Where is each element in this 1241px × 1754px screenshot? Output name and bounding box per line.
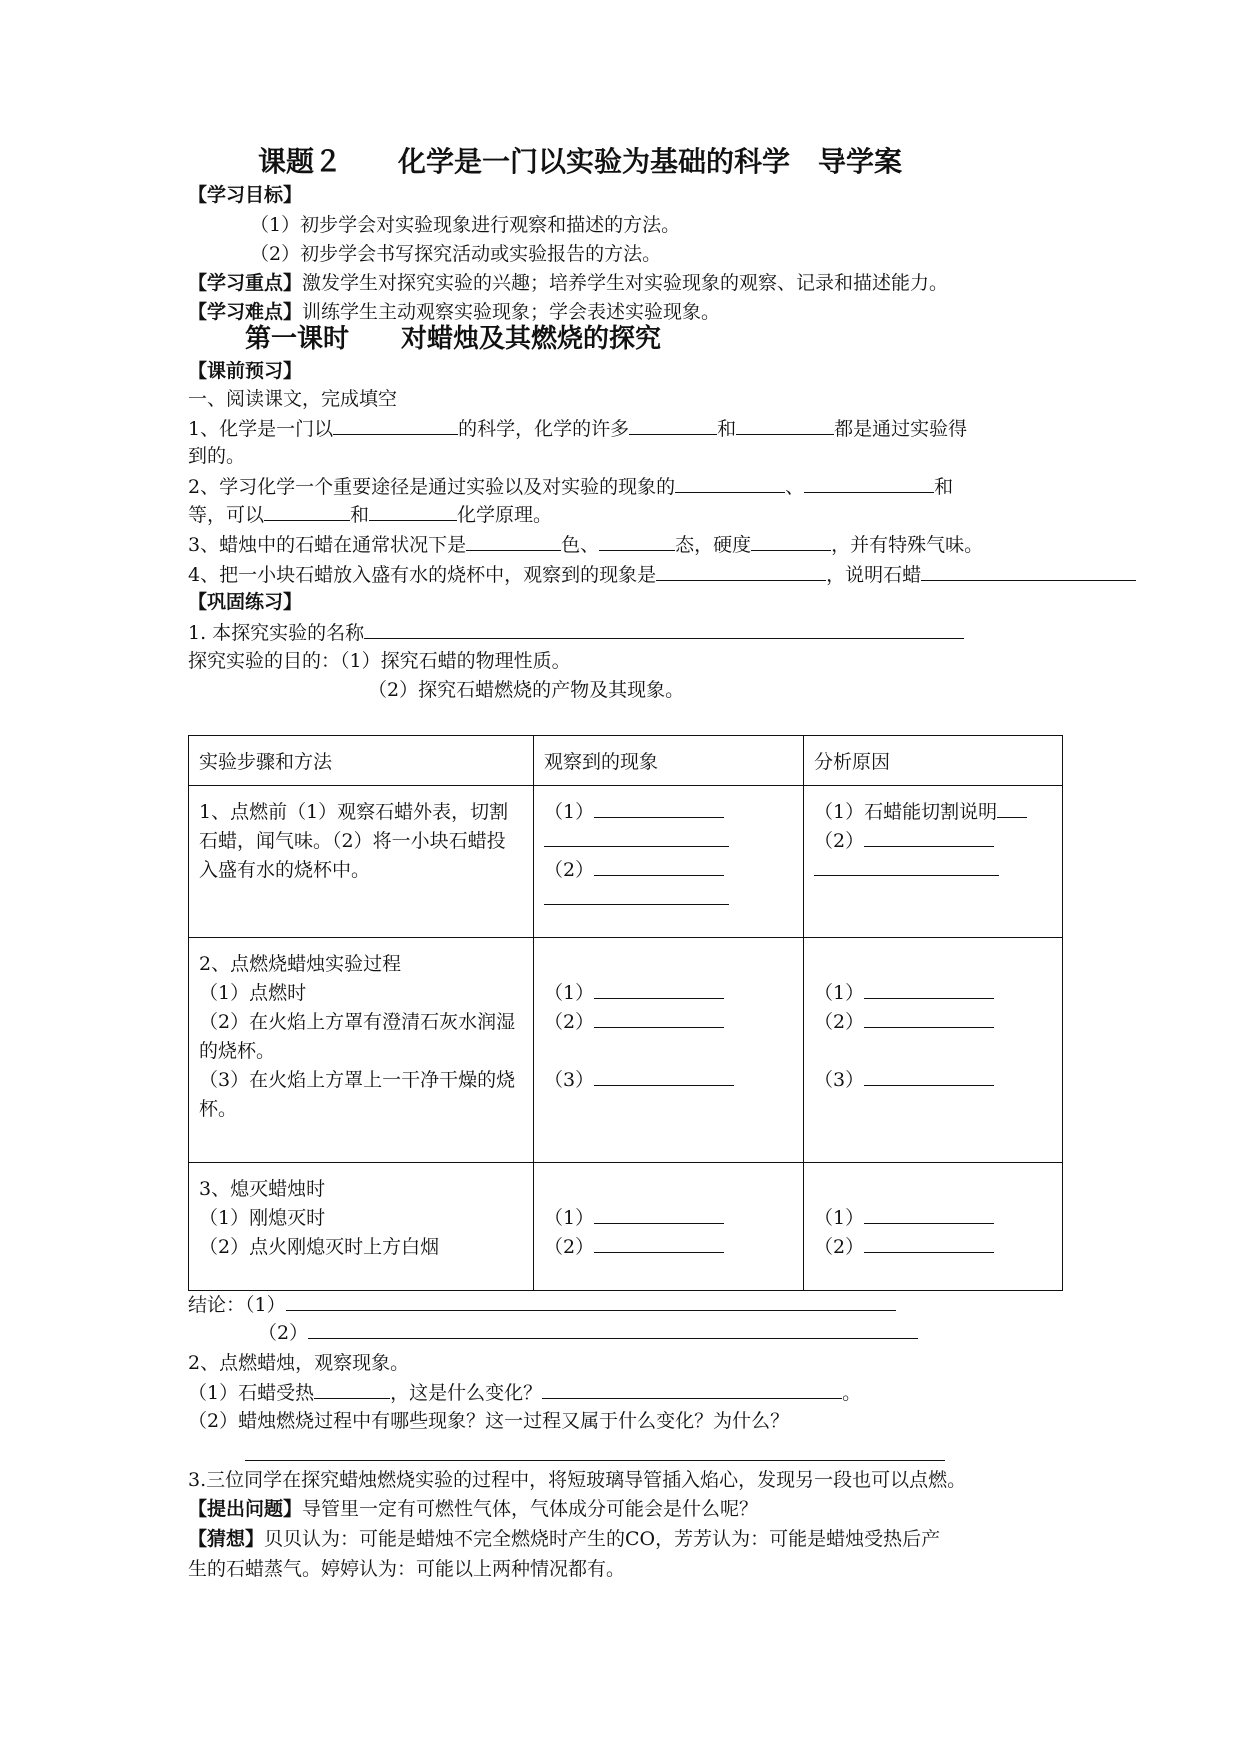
blank[interactable]	[864, 828, 994, 847]
objective-item: （2）初步学会书写探究活动或实验报告的方法。	[250, 243, 662, 265]
question-3-ask: 【提出问题】导管里一定有可燃性气体，气体成分可能会是什么呢？	[188, 1498, 759, 1520]
focus-line	[188, 271, 948, 295]
blank[interactable]	[864, 1009, 994, 1028]
blank[interactable]	[675, 474, 785, 493]
purpose-line: 探究实验的目的：（1）探究石蜡的物理性质。	[188, 650, 571, 672]
experiment-table	[188, 735, 1063, 1291]
difficulty-text: 训练学生主动观察实验现象；学会表述实验现象。	[302, 301, 721, 323]
blank[interactable]	[864, 980, 994, 999]
preview-q2: 2、学习化学一个重要途径是通过实验以及对实验的现象的 、 和	[188, 476, 954, 498]
analysis-cell: （1） （2） （3）	[804, 938, 1063, 1163]
blank[interactable]	[544, 828, 729, 847]
table-row	[189, 786, 1063, 938]
preview-q3: 3、蜡烛中的石蜡在通常状况下是 色、 态，硬度 ，并有特殊气味。	[188, 534, 984, 556]
blank[interactable]	[594, 1234, 724, 1253]
objectives-label: 【学习目标】	[188, 184, 303, 206]
blank[interactable]	[921, 562, 1136, 581]
purpose-item: （2）探究石蜡燃烧的产物及其现象。	[368, 679, 685, 701]
blank[interactable]	[736, 416, 834, 435]
blank[interactable]	[814, 857, 999, 876]
blank[interactable]	[369, 502, 457, 521]
blank[interactable]	[333, 416, 458, 435]
table-row	[189, 938, 1063, 1163]
preview-q1-cont: 到的。	[188, 445, 246, 467]
step-cell: 2、点燃烧蜡烛实验过程 （1）点燃时 （2）在火焰上方罩有澄清石灰水润湿的烧杯。 （3）在火焰上方罩上一干净干燥的烧杯。	[189, 938, 534, 1163]
blank[interactable]	[997, 799, 1027, 818]
blank[interactable]	[864, 1234, 994, 1253]
preview-intro: 一、阅读课文，完成填空	[188, 388, 398, 410]
question-3-guess-cont: 生的石蜡蒸气。婷婷认为：可能以上两种情况都有。	[188, 1558, 626, 1580]
page-title: 课题２ 化学是一门以实验为基础的科学 导学案	[258, 145, 903, 178]
conclusion-line: （2）	[258, 1320, 918, 1345]
answer-line[interactable]	[245, 1460, 945, 1461]
experiment-name-blank[interactable]	[364, 620, 964, 639]
blank[interactable]	[599, 532, 675, 551]
blank[interactable]	[804, 474, 934, 493]
question-2-line: （2）蜡烛燃烧过程中有哪些现象？这一过程又属于什么变化？为什么？	[188, 1410, 790, 1432]
blank[interactable]	[864, 1205, 994, 1224]
analysis-cell: （1） （2）	[804, 1163, 1063, 1291]
step-cell: 3、熄灭蜡烛时 （1）刚熄灭时 （2）点火刚熄灭时上方白烟	[189, 1163, 534, 1291]
table-header: 观察到的现象	[534, 736, 804, 786]
practice-label: 【巩固练习】	[188, 591, 303, 613]
blank[interactable]	[544, 886, 729, 905]
table-header: 实验步骤和方法	[189, 736, 534, 786]
table-header: 分析原因	[804, 736, 1063, 786]
question-2-line: （1）石蜡受热 ，这是什么变化？ 。	[188, 1382, 862, 1404]
question-3-guess: 【猜想】贝贝认为：可能是蜡烛不完全燃烧时产生的CO，芳芳认为：可能是蜡烛受热后产	[188, 1528, 941, 1550]
objective-item: （1）初步学会对实验现象进行观察和描述的方法。	[250, 214, 681, 236]
difficulty-label: 【学习难点】	[188, 301, 303, 323]
preview-q2-cont: 等，可以 和 化学原理。	[188, 504, 553, 526]
focus-label: 【学习重点】	[188, 272, 303, 294]
observation-cell: （1） （2） （3）	[534, 938, 804, 1163]
difficulty-line	[188, 300, 720, 324]
step-cell: 1、点燃前（1）观察石蜡外表，切割石蜡，闻气味。（2）将一小块石蜡投入盛有水的烧杯中。	[189, 786, 534, 938]
blank[interactable]	[751, 532, 831, 551]
blank[interactable]	[594, 799, 724, 818]
blank[interactable]	[466, 532, 561, 551]
blank[interactable]	[308, 1320, 918, 1339]
blank[interactable]	[656, 562, 826, 581]
preview-label: 【课前预习】	[188, 360, 303, 382]
blank[interactable]	[594, 980, 724, 999]
blank[interactable]	[542, 1380, 842, 1399]
question-3-title: 3.三位同学在探究蜡烛燃烧实验的过程中，将短玻璃导管插入焰心，发现另一段也可以点燃。	[188, 1469, 967, 1491]
blank[interactable]	[594, 1009, 724, 1028]
table-header-row	[189, 736, 1063, 786]
blank[interactable]	[864, 1067, 994, 1086]
table-row	[189, 1163, 1063, 1291]
experiment-name-line: 1. 本探究实验的名称	[188, 620, 964, 645]
blank[interactable]	[594, 1205, 724, 1224]
preview-q4: 4、把一小块石蜡放入盛有水的烧杯中，观察到的现象是 ，说明石蜡	[188, 562, 1136, 587]
blank[interactable]	[314, 1380, 390, 1399]
preview-q1: 1、化学是一门以 的科学，化学的许多 和 都是通过实验得	[188, 418, 968, 440]
blank[interactable]	[594, 857, 724, 876]
observation-cell: （1） （2）	[534, 1163, 804, 1291]
question-2-title: 2、点燃蜡烛，观察现象。	[188, 1352, 410, 1374]
focus-text: 激发学生对探究实验的兴趣；培养学生对实验现象的观察、记录和描述能力。	[302, 272, 949, 294]
conclusion-line: 结论：（1）	[188, 1292, 896, 1317]
lesson-title: 第一课时 对蜡烛及其燃烧的探究	[245, 324, 662, 354]
analysis-cell: （1）石蜡能切割说明 （2）	[804, 786, 1063, 938]
blank[interactable]	[594, 1067, 734, 1086]
blank[interactable]	[286, 1292, 896, 1311]
observation-cell: （1） （2）	[534, 786, 804, 938]
blank[interactable]	[629, 416, 717, 435]
blank[interactable]	[264, 502, 350, 521]
